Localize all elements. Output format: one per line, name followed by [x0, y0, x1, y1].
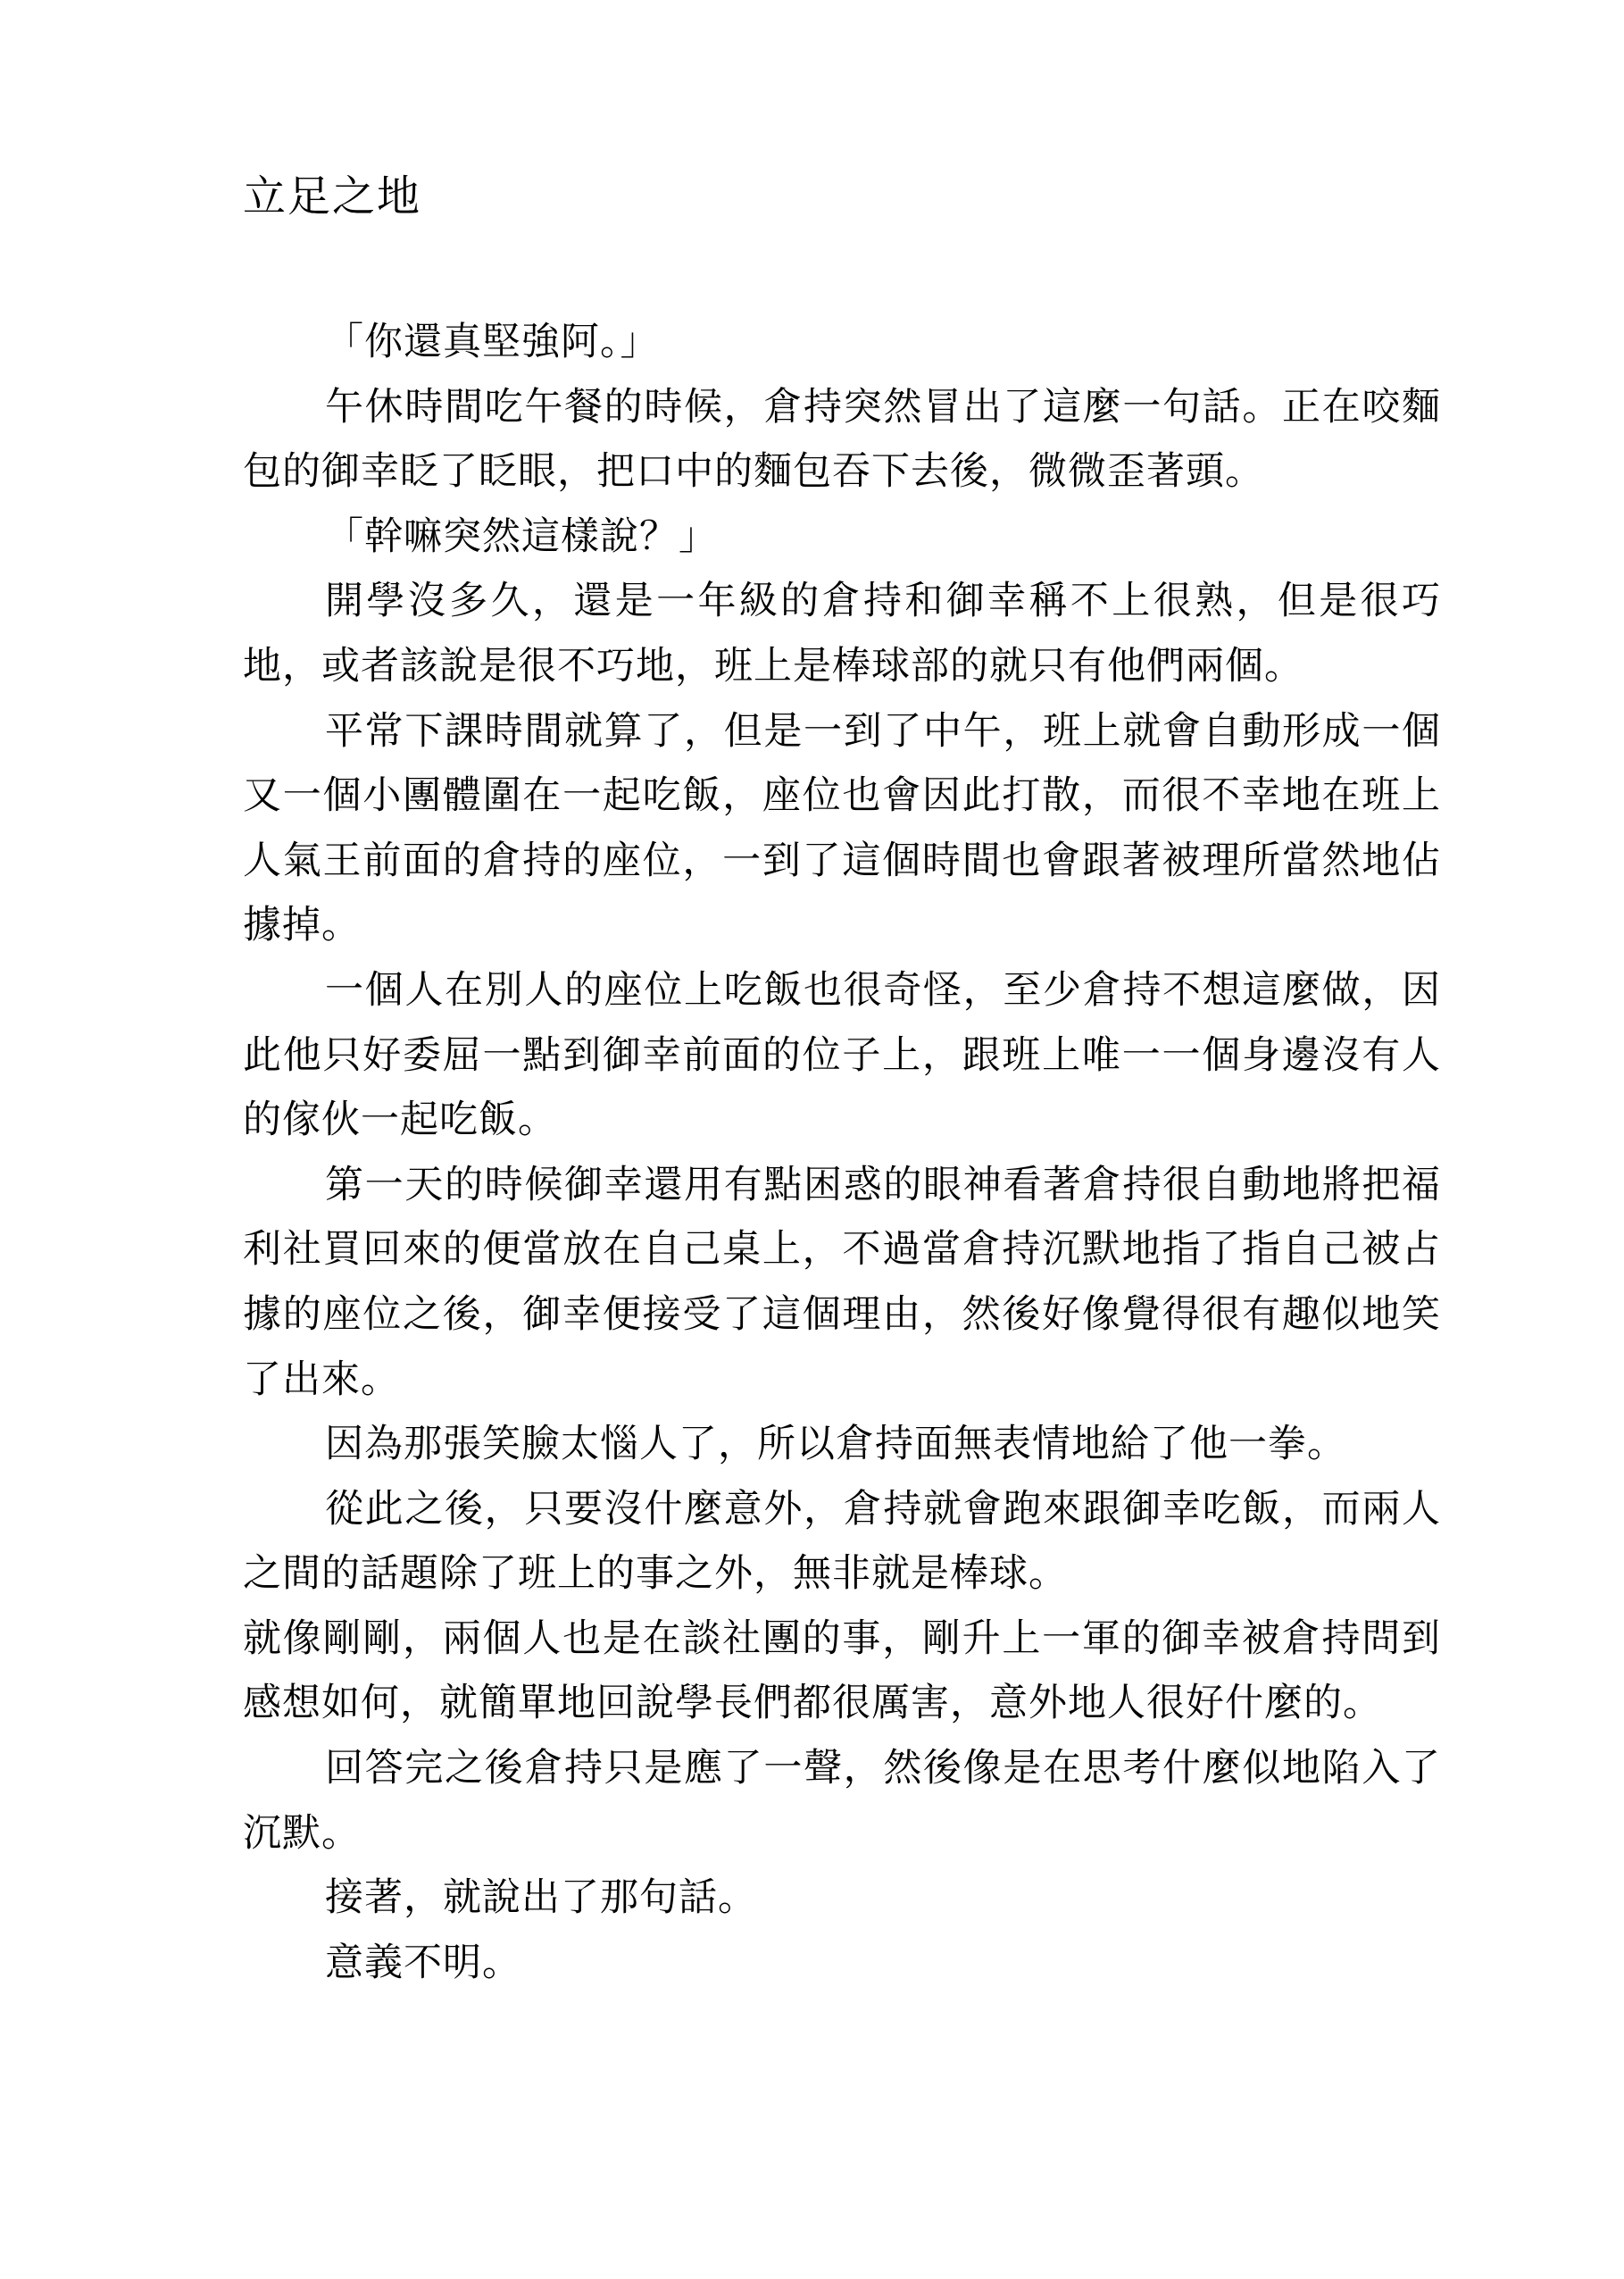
- paragraph-9: 從此之後，只要沒什麼意外，倉持就會跑來跟御幸吃飯，而兩人之間的話題除了班上的事之外，無非就是棒球。: [243, 1486, 1441, 1597]
- paragraph-13: 意義不明。: [325, 1940, 521, 1985]
- paragraph-12: 接著，就說出了那句話。: [325, 1875, 757, 1921]
- page-title: 立足之地: [243, 171, 422, 221]
- paragraph-11: 回答完之後倉持只是應了一聲，然後像是在思考什麼似地陷入了沉默。: [243, 1746, 1441, 1856]
- paragraph-3: 「幹嘛突然這樣說？」: [325, 513, 718, 559]
- paragraph-8: 因為那張笑臉太惱人了，所以倉持面無表情地給了他一拳。: [325, 1422, 1346, 1467]
- paragraph-6: 一個人在別人的座位上吃飯也很奇怪，至少倉持不想這麼做，因此他只好委屈一點到御幸前面的位子上，跟班上唯一一個身邊沒有人的傢伙一起吃飯。: [243, 967, 1441, 1143]
- story-body: [243, 310, 1441, 1995]
- paragraph-4: 開學沒多久，還是一年級的倉持和御幸稱不上很熟，但是很巧地，或者該說是很不巧地，班上是棒球部的就只有他們兩個。: [243, 579, 1441, 689]
- paragraph-1: 「你還真堅強阿。」: [325, 320, 660, 364]
- paragraph-7: 第一天的時候御幸還用有點困惑的眼神看著倉持很自動地將把福利社買回來的便當放在自己桌上，不過當倉持沉默地指了指自己被占據的座位之後，御幸便接受了這個理由，然後好像覺得很有趣似地笑了出來。: [243, 1162, 1441, 1402]
- paragraph-5: 平常下課時間就算了，但是一到了中午，班上就會自動形成一個又一個小團體圍在一起吃飯，座位也會因此打散，而很不幸地在班上人氣王前面的倉持的座位，一到了這個時間也會跟著被理所當然地佔據掉。: [243, 708, 1441, 948]
- paragraph-2: 午休時間吃午餐的時候，倉持突然冒出了這麼一句話。正在咬麵包的御幸眨了眨眼，把口中的麵包吞下去後，微微歪著頭。: [243, 384, 1441, 495]
- paragraph-10: 就像剛剛，兩個人也是在談社團的事，剛升上一軍的御幸被倉持問到感想如何，就簡單地回說學長們都很厲害，意外地人很好什麼的。: [243, 1615, 1441, 1726]
